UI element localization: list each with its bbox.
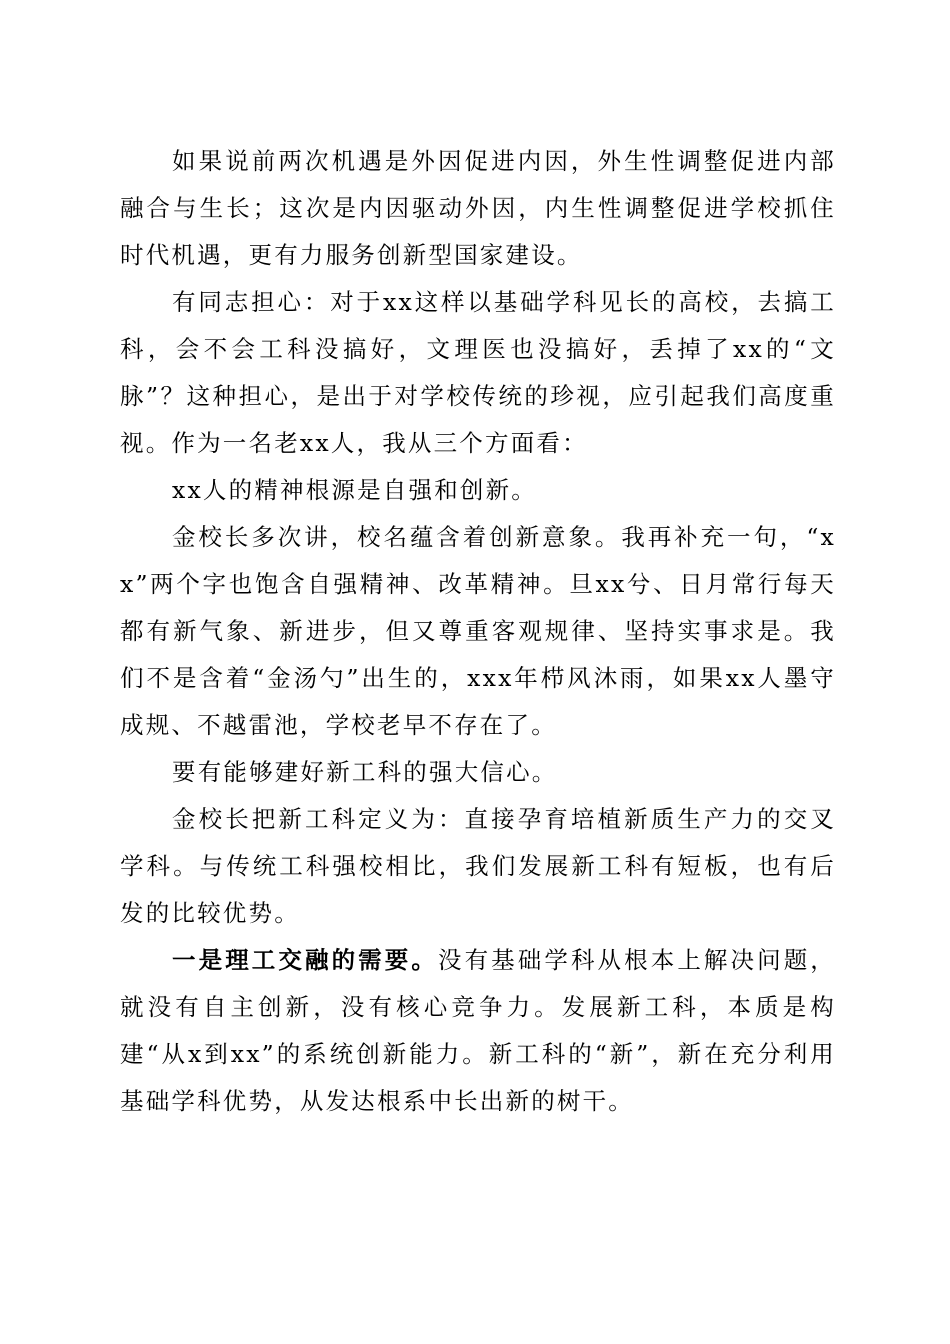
document-body [120, 138, 836, 1125]
paragraph-7-lead: 一是理工交融的需要。 [172, 946, 438, 974]
paragraph-5: 要有能够建好新工科的强大信心。 [172, 758, 558, 786]
paragraph-6: 金校长把新工科定义为：直接孕育培植新质生产力的交叉学科。与传统工科强校相比，我们发展新工科有短板，也有后发的比较优势。 [120, 805, 836, 927]
paragraph-7-body: 没有基础学科从根本上解决问题，就没有自主创新，没有核心竞争力。发展新工科，本质是构建“从x到xx”的系统创新能力。新工科的“新”，新在充分利用基础学科优势，从发达根系中长出新的树干。 [120, 946, 837, 1115]
paragraph-1: 如果说前两次机遇是外因促进内因，外生性调整促进内部融合与生长；这次是内因驱动外因，内生性调整促进学校抓住时代机遇，更有力服务创新型国家建设。 [120, 147, 836, 269]
paragraph-3: xx人的精神根源是自强和创新。 [172, 476, 538, 504]
paragraph-4: 金校长多次讲，校名蕴含着创新意象。我再补充一句，“xx”两个字也饱含自强精神、改革精神。旦xx兮、日月常行每天都有新气象、新进步，但又尊重客观规律、坚持实事求是。我们不是含着“金汤勺”出生的，xxx年栉风沐雨，如果xx人墨守成规、不越雷池，学校老早不存在了。 [120, 523, 836, 739]
paragraph-2: 有同志担心：对于xx这样以基础学科见长的高校，去搞工科，会不会工科没搞好，文理医也没搞好，丢掉了xx的“文脉”？这种担心，是出于对学校传统的珍视，应引起我们高度重视。作为一名老xx人，我从三个方面看： [120, 288, 836, 457]
paragraph-7 [120, 937, 836, 1125]
